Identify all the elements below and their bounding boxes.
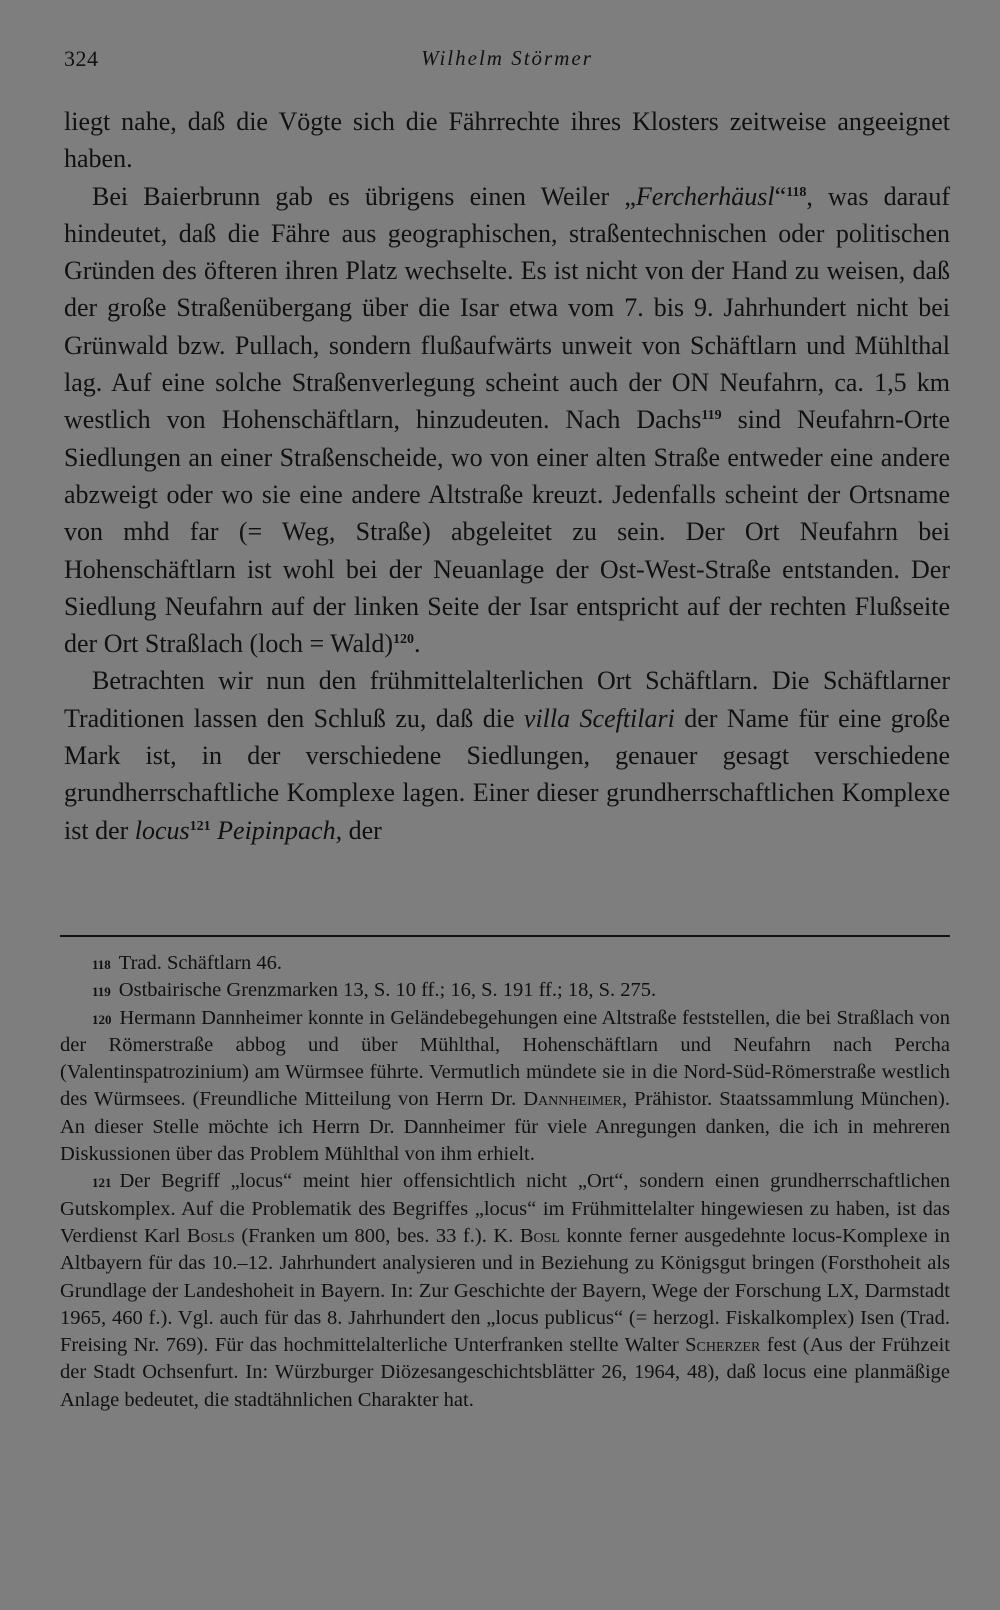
footnote-118	[60, 950, 950, 977]
footnote-120	[60, 1005, 950, 1169]
footnote-rule	[60, 935, 950, 937]
paragraph-3	[64, 662, 950, 848]
p3-italic-peipinpach: Peipinpach,	[217, 815, 343, 845]
page-number: 324	[64, 46, 99, 71]
footnote-ref-121: 121	[189, 818, 211, 834]
author-name-smallcaps: Scherzer	[685, 1334, 761, 1357]
footnote-text: fest (Aus der Frühzeit der Stadt Ochsenfurt. In: Würzburger Diözesangeschichtsblätter 26, 1964, 48), daß locus eine planmäßige Anlage bedeutet, die stadtähnlichen Charakter hat.	[60, 1334, 951, 1411]
p3-text-d: der	[342, 815, 382, 845]
footnote-text: Der Begriff „locus“ meint hier offensichtlich nicht „Ort“, sondern einen grundherrschaftlichen Gutskomplex. Auf die Problematik des Begriffes „locus“ im Frühmittelalter hingewiesen zu haben, ist das Verdienst Karl	[60, 1170, 950, 1247]
footnote-121	[60, 1168, 950, 1414]
footnote-text: Trad. Schäftlarn 46.	[118, 952, 283, 974]
author-name-smallcaps: Bosls	[186, 1224, 235, 1247]
running-head: Wilhelm Störmer	[421, 46, 593, 70]
footnote-text: Ostbairische Grenzmarken 13, S. 10 ff.; 16, S. 191 ff.; 18, S. 275.	[118, 979, 657, 1002]
footnote-ref-118: 118	[786, 184, 807, 200]
author-name-smallcaps: Dannheimer	[523, 1088, 623, 1111]
footnote-text: (Franken um 800, bes. 33 f.). K.	[234, 1224, 520, 1247]
p2-text-d: sind Neufahrn-Orte Siedlungen an einer Straßenscheide, wo von einer alten Straße entweder eine andere abzweigt oder wo sie eine andere Altstraße kreuzt. Jedenfalls scheint der Ortsname von mhd far (= Weg, Straße) abgeleitet zu sein. Der Ort Neufahrn bei Hohenschäftlarn ist wohl bei der Neuanlage der Ost-West-Straße entstanden. Der Siedlung Neufahrn auf der linken Seite der Isar entspricht auf der rechten Flußseite der Ort Straßlach (loch = Wald)	[64, 405, 950, 659]
paragraph-1	[64, 103, 950, 178]
footnote-text: Hermann Dannheimer konnte in Geländebegehungen eine Altstraße feststellen, die bei Straßlach von der Römerstraße abbog und über Mühlthal, Hohenschäftlarn und Neufahrn nach Percha (Valentinspatrozinium) am Würmsee führte. Vermutlich mündete sie in die Nord-Süd-Römerstraße westlich des Würmsees. (Freundliche Mitteilung von Herrn Dr.	[60, 1006, 950, 1111]
footnote-number: 118	[92, 957, 111, 972]
footnote-number: 119	[92, 984, 111, 1000]
footnotes	[60, 950, 950, 1414]
main-text	[64, 103, 950, 849]
author-name-smallcaps: Bosl	[519, 1224, 560, 1247]
p2-quote-close: “	[774, 181, 787, 211]
footnote-text: konnte ferner ausgedehnte locus-Komplexe in Altbayern für das 10.–12. Jahrhundert analysieren und in Beziehung zu Königsgut bringen (Forsthoheit als Grundlage der Landeshoheit in Bayern. In: Zur Geschichte der Bayern, Wege der Forschung LX, Darmstadt 1965, 460 f.). Vgl. auch für das 8. Jahrhundert den „locus publicus“ (= herzogl. Fiskalkomplex) Isen (Trad. Freising Nr. 769). Für das hochmittelalterliche Unterfranken stellte Walter	[60, 1224, 950, 1357]
p3-italic-locus: locus	[134, 815, 190, 845]
footnote-number: 120	[92, 1011, 112, 1027]
footnote-number: 121	[92, 1175, 112, 1191]
footnote-ref-119: 119	[701, 408, 722, 424]
p2-italic-term: Fercherhäusl	[635, 181, 775, 211]
p2-text-c: , was darauf hindeutet, daß die Fähre aus geographischen, straßentechnischen oder politischen Gründen des öfteren ihren Platz wechselte. Es ist nicht von der Hand zu weisen, daß der große Straßenübergang über die Isar etwa vom 7. bis 9. Jahrhundert nicht bei Grünwald bzw. Pullach, sondern flußaufwärts unweit von Schäftlarn und Mühlthal lag. Auf eine solche Straßenverlegung scheint auch der ON Neufahrn, ca. 1,5 km westlich von Hohenschäftlarn, hinzudeuten. Nach Dachs	[64, 181, 950, 435]
paragraph-2	[64, 178, 950, 663]
p2-text-e: .	[414, 629, 421, 659]
p3-text-b: der Name für eine große Mark ist, in der verschiedene Siedlungen, genauer gesagt verschiedene grundherrschaftliche Komplexe lagen. Einer dieser grundherrschaftlichen Komplexe ist der	[64, 703, 950, 845]
p3-italic-villa: villa Sceftilari	[523, 703, 675, 733]
footnote-text: , Prähistor. Staatssammlung München). An dieser Stelle möchte ich Herrn Dr. Dannheimer für viele Anregungen danken, die ich in mehreren Diskussionen über das Problem Mühlthal von ihm erhielt.	[60, 1088, 950, 1166]
footnote-119	[60, 977, 950, 1004]
paragraph-1-text: liegt nahe, daß die Vögte sich die Fährrechte ihres Klosters zeitweise angeeignet haben.	[64, 107, 950, 174]
p2-text-a: Bei Baierbrunn gab es übrigens einen Weiler „	[92, 181, 636, 211]
p3-text-a: Betrachten wir nun den frühmittelalterlichen Ort Schäftlarn. Die Schäftlarner Traditionen lassen den Schluß zu, daß die	[64, 666, 950, 733]
page-header	[64, 46, 950, 78]
footnote-ref-120: 120	[393, 632, 415, 648]
